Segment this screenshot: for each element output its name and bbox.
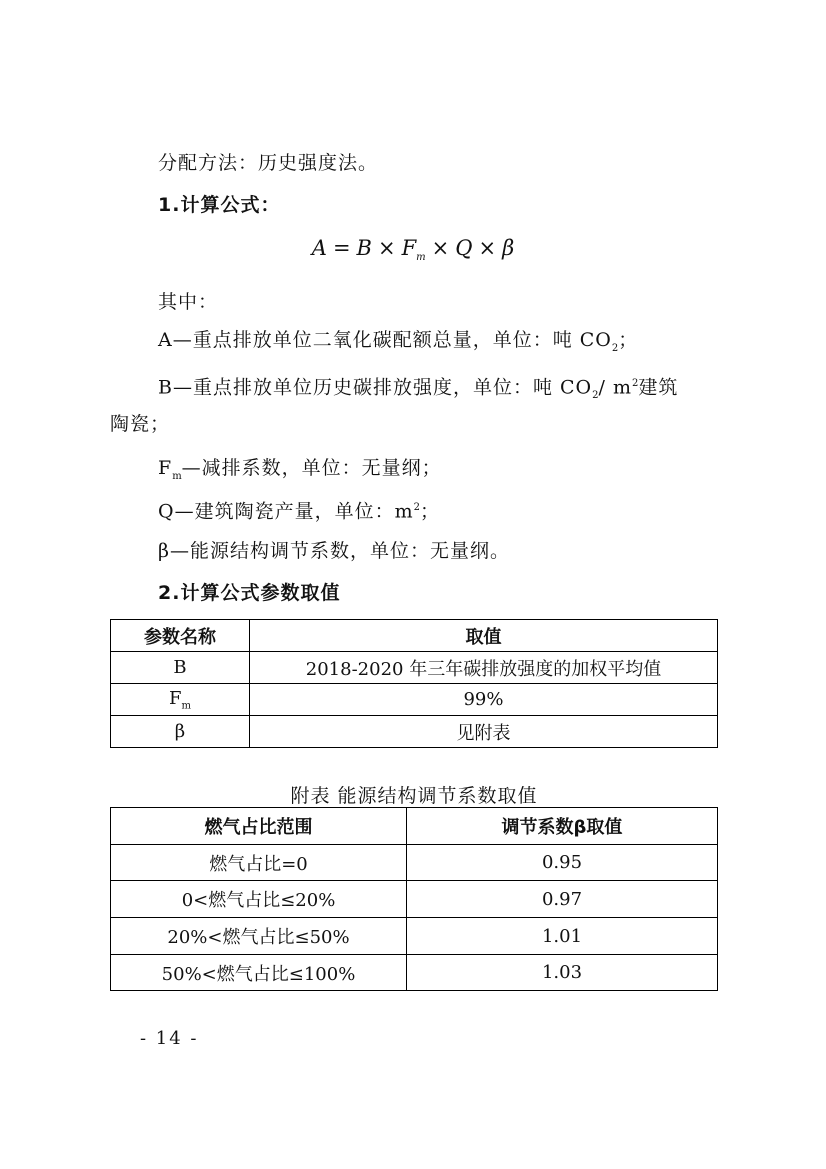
definition-b (158, 371, 678, 409)
formula-times-2: × (431, 236, 450, 260)
param-name-letter: F (169, 687, 182, 709)
formula-equals: = (332, 236, 351, 260)
definition-f-text: —减排系数，单位：无量纲； (181, 457, 442, 479)
param-value-cell: 2018-2020 年三年碳排放强度的加权平均值 (250, 652, 718, 684)
formula (0, 236, 826, 263)
table-row (111, 881, 718, 918)
table-row (111, 684, 718, 716)
definition-a-sub: 2 (611, 342, 619, 354)
header-coefficient: 调节系数β取值 (407, 808, 718, 845)
coefficient-cell: 0.95 (407, 845, 718, 881)
parameter-table-header (111, 620, 718, 652)
param-name-cell: B (111, 652, 250, 684)
gas-range-cell: 20%<燃气占比≤50% (111, 918, 407, 955)
table-row (111, 955, 718, 991)
definition-b-mid: / m (598, 376, 632, 399)
coefficient-cell: 1.03 (407, 955, 718, 991)
definition-beta: β—能源结构调节系数，单位：无量纲。 (158, 540, 510, 562)
definition-q-end: ； (419, 500, 440, 523)
section1-title: 1.计算公式： (158, 194, 281, 216)
definition-b-sup: 2 (631, 378, 639, 389)
param-name-cell: β (111, 716, 250, 748)
formula-times-1: × (377, 236, 396, 260)
formula-f: F (401, 236, 417, 260)
definition-f-sub: m (172, 470, 182, 482)
param-value-cell: 99% (250, 684, 718, 716)
formula-a: A (311, 236, 327, 260)
parameter-table (110, 619, 718, 748)
formula-b: B (356, 236, 372, 260)
coefficient-cell: 1.01 (407, 918, 718, 955)
table-row (111, 845, 718, 881)
page-number: - 14 - (140, 1028, 199, 1049)
where-text: 其中： (158, 291, 219, 313)
appendix-table-header (111, 808, 718, 845)
definition-f (158, 455, 442, 490)
param-name-sub: m (181, 700, 191, 712)
gas-range-cell: 0<燃气占比≤20% (111, 881, 407, 918)
definition-a-text: A—重点排放单位二氧化碳配额总量，单位：吨 CO (158, 329, 612, 351)
definition-f-letter: F (158, 457, 173, 479)
param-name-cell (111, 684, 250, 716)
definition-a-end: ； (618, 329, 639, 351)
formula-f-sub: m (416, 252, 426, 264)
intro-text: 分配方法：历史强度法。 (158, 152, 379, 174)
table-row (111, 716, 718, 748)
table-row (111, 652, 718, 684)
section2-title: 2.计算公式参数取值 (158, 582, 341, 604)
header-gas-range: 燃气占比范围 (111, 808, 407, 845)
table-row (111, 918, 718, 955)
formula-q: Q (455, 236, 473, 260)
definition-q-sup: 2 (413, 502, 420, 513)
definition-b-line2: 陶瓷； (110, 413, 171, 435)
definition-b-end: 建筑 (638, 376, 679, 399)
header-param-name: 参数名称 (111, 620, 250, 652)
definition-b-sub: 2 (592, 390, 599, 402)
gas-range-cell: 燃气占比=0 (111, 845, 407, 881)
definition-a (158, 327, 638, 362)
gas-range-cell: 50%<燃气占比≤100% (111, 955, 407, 991)
appendix-table (110, 807, 718, 991)
appendix-table-caption: 附表 能源结构调节系数取值 (290, 785, 538, 807)
definition-q (158, 495, 440, 524)
coefficient-cell: 0.97 (407, 881, 718, 918)
param-value-cell: 见附表 (250, 716, 718, 748)
header-value: 取值 (250, 620, 718, 652)
formula-beta: β (502, 236, 515, 260)
definition-q-text: Q—建筑陶瓷产量，单位：m (158, 500, 414, 523)
definition-b-text: B—重点排放单位历史碳排放强度，单位：吨 CO (158, 376, 593, 399)
formula-times-3: × (478, 236, 497, 260)
